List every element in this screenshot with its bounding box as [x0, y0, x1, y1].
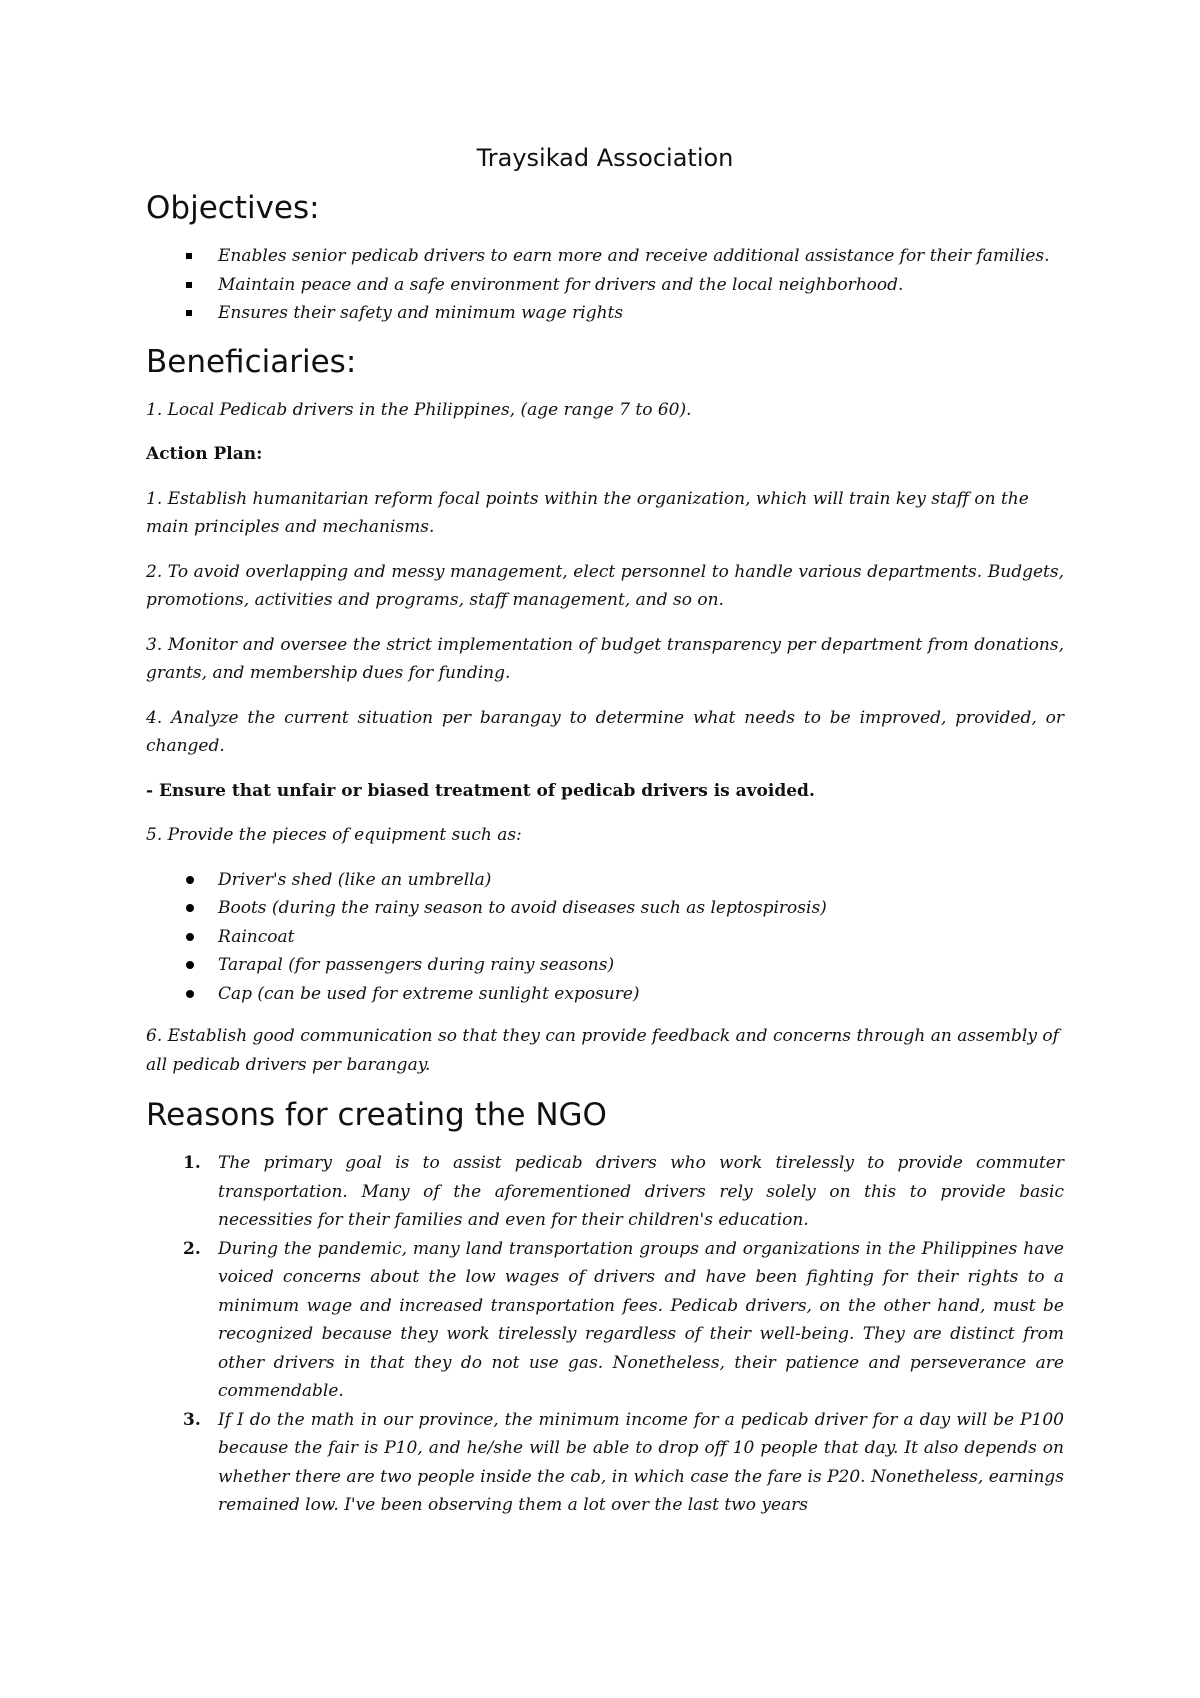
list-item: 1. The primary goal is to assist pedicab drivers who work tirelessly to provide commuter transportation. Many of the aforementioned drivers rely solely on this to provide basic necessities for their families and even for their children's education.: [183, 1153, 1064, 1230]
reasons-heading: Reasons for creating the NGO: [146, 1097, 607, 1133]
list-item: Ensures their safety and minimum wage rights: [146, 299, 1064, 328]
action-plan-item-5: 5. Provide the pieces of equipment such as:: [146, 825, 522, 845]
list-item: Enables senior pedicab drivers to earn more and receive additional assistance for their families.: [146, 242, 1064, 271]
equipment-list: [146, 866, 1064, 1009]
list-item: 3. If I do the math in our province, the minimum income for a pedicab driver for a day will be P100 because the fair is P10, and he/she will be able to drop off 10 people that day. It also depends on whether there are two people inside the cab, in which case the fare is P20. Nonetheless, earnings remained low. I've been observing them a lot over the last two years: [183, 1409, 1064, 1515]
beneficiaries-item: 1. Local Pedicab drivers in the Philippines, (age range 7 to 60).: [146, 399, 692, 420]
bullet-icon: [186, 990, 194, 998]
bullet-icon: [186, 961, 194, 969]
square-bullet-icon: [186, 282, 192, 288]
action-plan-item-6: 6. Establish good communication so that they can provide feedback and concerns through an assembly of all pedicab drivers per barangay.: [146, 1026, 1059, 1075]
bullet-icon: [186, 876, 194, 884]
reasons-list: [146, 1149, 1064, 1520]
square-bullet-icon: [186, 253, 192, 259]
action-plan-item-4: 4. Analyze the current situation per barangay to determine what needs to be improved, provided, or changed.: [146, 707, 1064, 756]
objectives-heading: Objectives:: [146, 190, 320, 226]
list-item: Raincoat: [146, 923, 1064, 952]
action-plan-item-1: 1. Establish humanitarian reform focal points within the organization, which will train key staff on the main principles and mechanisms.: [146, 488, 1029, 537]
list-item: Tarapal (for passengers during rainy seasons): [146, 951, 1064, 980]
document-body: [146, 140, 1064, 1520]
list-item: Maintain peace and a safe environment for drivers and the local neighborhood.: [146, 271, 1064, 300]
list-item: 2. During the pandemic, many land transportation groups and organizations in the Philippines have voiced concerns about the low wages of drivers and have been fighting for their rights to a minimum wage and increased transportation fees. Pedicab drivers, on the other hand, must be recognized because they work tirelessly regardless of their well-being. They are distinct from other drivers in that they do not use gas. Nonetheless, their patience and perseverance are commendable.: [183, 1238, 1064, 1401]
square-bullet-icon: [186, 310, 192, 316]
document-title: Traysikad Association: [476, 144, 734, 172]
list-item: Cap (can be used for extreme sunlight exposure): [146, 980, 1064, 1009]
beneficiaries-heading: Beneficiaries:: [146, 343, 357, 380]
action-plan-note: - Ensure that unfair or biased treatment of pedicab drivers is avoided.: [146, 780, 815, 801]
bullet-icon: [186, 933, 194, 941]
action-plan-item-2: 2. To avoid overlapping and messy management, elect personnel to handle various departments. Budgets, promotions, activities and programs, staff management, and so on.: [146, 561, 1064, 610]
bullet-icon: [186, 904, 194, 912]
list-item: Boots (during the rainy season to avoid diseases such as leptospirosis): [146, 894, 1064, 923]
list-item: Driver's shed (like an umbrella): [146, 866, 1064, 895]
action-plan-heading: Action Plan:: [146, 444, 263, 464]
action-plan-item-3: 3. Monitor and oversee the strict implementation of budget transparency per department from donations, grants, and membership dues for funding.: [146, 634, 1064, 683]
objectives-list: [146, 242, 1064, 328]
